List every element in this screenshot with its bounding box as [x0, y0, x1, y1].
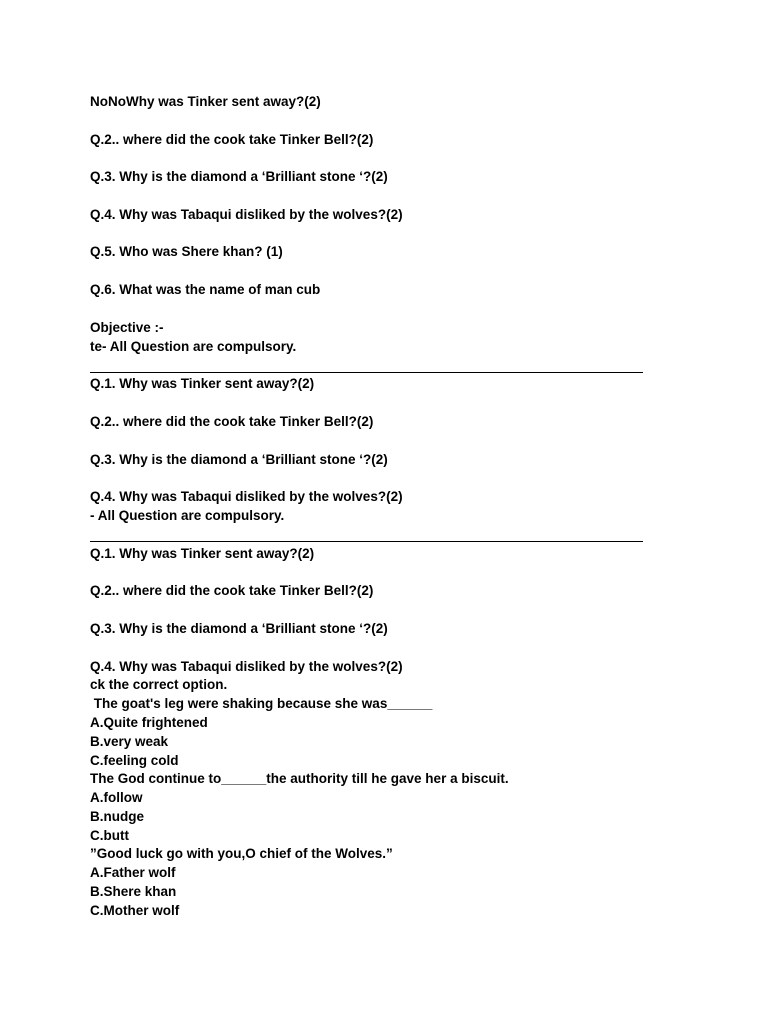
mcq-option-a: A.Quite frightened: [90, 715, 208, 730]
question-2: Q.2.. where did the cook take Tinker Bell?(2): [90, 132, 374, 147]
mcq-instruction: ck the correct option.: [90, 677, 228, 692]
question-2: Q.2.. where did the cook take Tinker Bell?(2): [90, 414, 374, 429]
question-1: Q.1. Why was Tinker sent away?(2): [90, 376, 315, 391]
mcq-option-c: C.feeling cold: [90, 753, 179, 768]
mcq-option-c: C.butt: [90, 828, 129, 843]
mcq-option-b: B.nudge: [90, 809, 144, 824]
question-2: Q.2.. where did the cook take Tinker Bell?(2): [90, 583, 374, 598]
compulsory-note: - All Question are compulsory.: [90, 508, 285, 523]
question-6: Q.6. What was the name of man cub: [90, 282, 321, 297]
mcq-question-2: The God continue to______the authority till he gave her a biscuit.: [90, 771, 509, 786]
divider-line: [90, 372, 643, 373]
mcq-option-a: A.follow: [90, 790, 143, 805]
question-3: Q.3. Why is the diamond a ‘Brilliant stone ‘?(2): [90, 452, 388, 467]
question-1: NoNoWhy was Tinker sent away?(2): [90, 94, 321, 109]
mcq-question-3: ”Good luck go with you,O chief of the Wolves.”: [90, 846, 393, 861]
question-4: Q.4. Why was Tabaqui disliked by the wolves?(2): [90, 659, 403, 674]
mcq-question-1: The goat's leg were shaking because she was______: [90, 696, 433, 711]
question-4: Q.4. Why was Tabaqui disliked by the wolves?(2): [90, 207, 403, 222]
question-4: Q.4. Why was Tabaqui disliked by the wolves?(2): [90, 489, 403, 504]
mcq-option-b: B.very weak: [90, 734, 169, 749]
question-5: Q.5. Who was Shere khan? (1): [90, 244, 283, 259]
question-1: Q.1. Why was Tinker sent away?(2): [90, 546, 315, 561]
mcq-option-c: C.Mother wolf: [90, 903, 180, 918]
question-3: Q.3. Why is the diamond a ‘Brilliant stone ‘?(2): [90, 169, 388, 184]
objective-heading: Objective :-: [90, 320, 164, 335]
divider-line: [90, 541, 643, 542]
question-3: Q.3. Why is the diamond a ‘Brilliant stone ‘?(2): [90, 621, 388, 636]
mcq-option-b: B.Shere khan: [90, 884, 177, 899]
mcq-option-a: A.Father wolf: [90, 865, 176, 880]
compulsory-note: te- All Question are compulsory.: [90, 339, 297, 354]
